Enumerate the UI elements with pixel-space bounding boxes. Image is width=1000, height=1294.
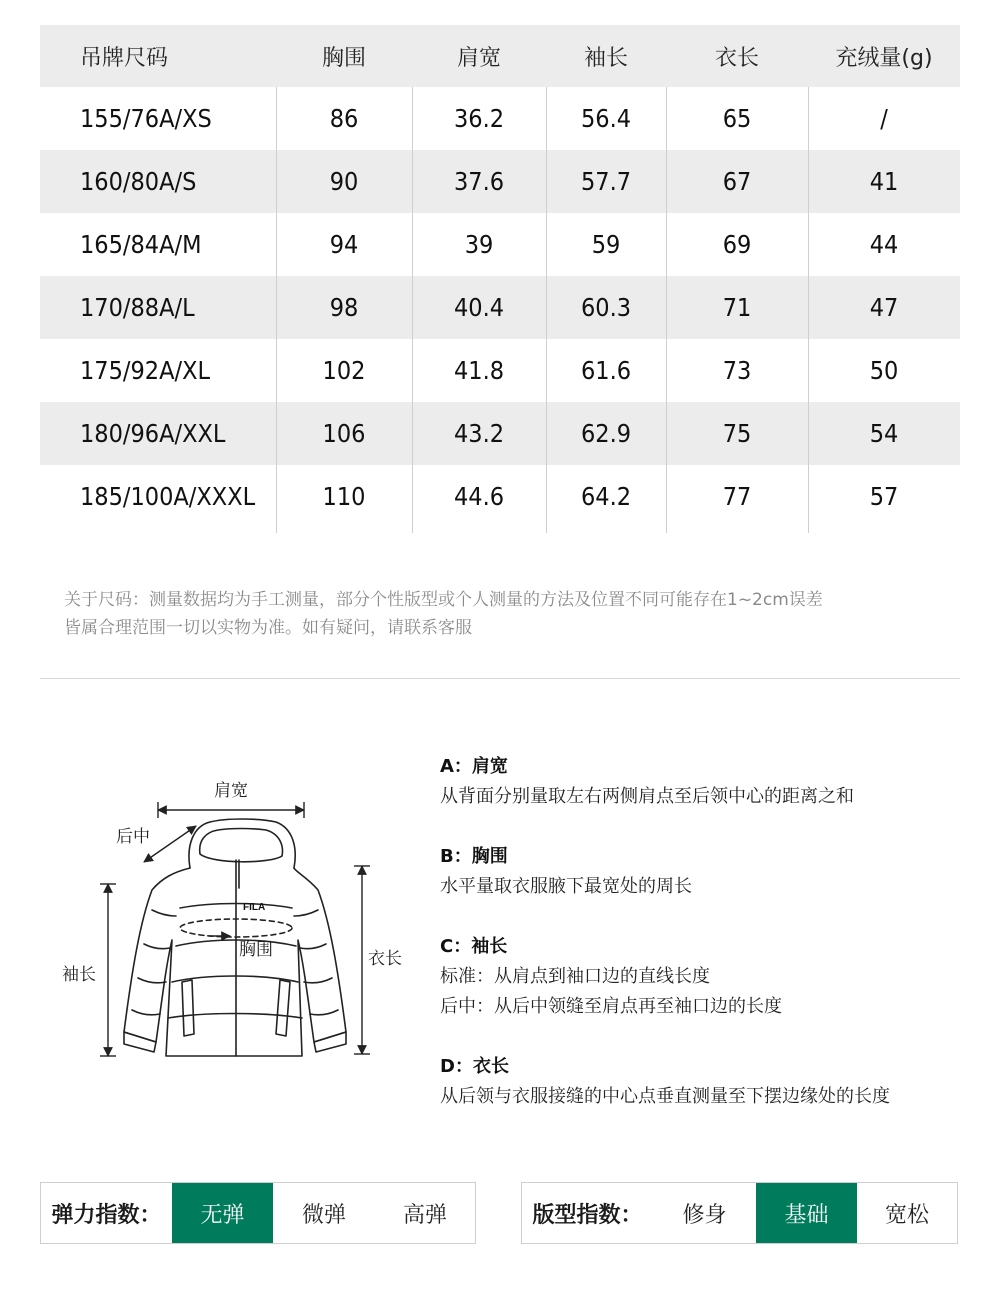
cell-sleeve: 59 bbox=[591, 230, 621, 259]
column-divider bbox=[546, 87, 547, 533]
size-table bbox=[40, 25, 960, 528]
size-note bbox=[64, 586, 964, 642]
cell-sleeve: 56.4 bbox=[580, 104, 632, 133]
definition-title: A：肩宽 bbox=[440, 756, 508, 777]
table-header-row bbox=[40, 25, 960, 87]
size-note-line1: 关于尺码：测量数据均为手工测量，部分个性版型或个人测量的方法及位置不同可能存在1~2cm误差 bbox=[64, 590, 823, 610]
header-tag-size: 吊牌尺码 bbox=[80, 45, 169, 71]
header-shoulder: 肩宽 bbox=[456, 45, 501, 71]
brand-logo: FILA bbox=[243, 902, 266, 913]
definition-title: C：袖长 bbox=[440, 936, 508, 957]
cell-shoulder: 37.6 bbox=[453, 167, 505, 196]
header-length: 衣长 bbox=[714, 45, 759, 71]
cell-down-fill: 44 bbox=[869, 230, 899, 259]
cell-down-fill: 57 bbox=[869, 482, 899, 511]
cell-size: 180/96A/XXL bbox=[80, 419, 226, 448]
measurement-definitions bbox=[440, 752, 980, 1142]
column-divider bbox=[808, 87, 809, 533]
cell-shoulder: 39 bbox=[464, 230, 494, 259]
definition-title: D：衣长 bbox=[440, 1056, 509, 1077]
label-sleeve: 袖长 bbox=[62, 965, 96, 985]
table-row bbox=[40, 339, 960, 402]
definition-text: 后中：从后中领缝至肩点再至袖口边的长度 bbox=[440, 996, 782, 1017]
header-chest: 胸围 bbox=[321, 45, 366, 71]
elasticity-option-slight[interactable]: 微弹 bbox=[301, 1202, 346, 1228]
label-chest: 胸围 bbox=[239, 940, 273, 960]
cell-length: 69 bbox=[722, 230, 752, 259]
elasticity-option-high[interactable]: 高弹 bbox=[402, 1202, 447, 1228]
cell-length: 71 bbox=[722, 293, 752, 322]
definition-text: 标准：从肩点到袖口边的直线长度 bbox=[440, 966, 710, 987]
jacket-measurement-diagram bbox=[40, 760, 430, 1080]
cell-chest: 94 bbox=[329, 230, 359, 259]
cell-sleeve: 57.7 bbox=[580, 167, 632, 196]
definition-sleeve bbox=[440, 932, 980, 1022]
header-sleeve: 袖长 bbox=[583, 45, 628, 71]
fit-title: 版型指数： bbox=[532, 1202, 643, 1228]
cell-sleeve: 64.2 bbox=[580, 482, 632, 511]
cell-shoulder: 40.4 bbox=[453, 293, 505, 322]
size-note-line2: 皆属合理范围一切以实物为准。如有疑问，请联系客服 bbox=[64, 618, 472, 638]
cell-size: 165/84A/M bbox=[80, 230, 202, 259]
definition-text: 从后领与衣服接缝的中心点垂直测量至下摆边缘处的长度 bbox=[440, 1086, 890, 1107]
cell-size: 155/76A/XS bbox=[80, 104, 212, 133]
column-divider bbox=[666, 87, 667, 533]
elasticity-title: 弹力指数： bbox=[51, 1202, 162, 1228]
definition-chest bbox=[440, 842, 980, 902]
table-row bbox=[40, 150, 960, 213]
table-row bbox=[40, 465, 960, 528]
cell-sleeve: 61.6 bbox=[580, 356, 632, 385]
cell-down-fill: 50 bbox=[869, 356, 899, 385]
label-shoulder: 肩宽 bbox=[214, 781, 248, 801]
jacket-illustration bbox=[40, 760, 430, 1080]
cell-length: 65 bbox=[722, 104, 752, 133]
table-row bbox=[40, 213, 960, 276]
label-length: 衣长 bbox=[368, 949, 402, 969]
cell-sleeve: 62.9 bbox=[580, 419, 632, 448]
table-row bbox=[40, 87, 960, 150]
cell-chest: 106 bbox=[322, 419, 366, 448]
column-divider bbox=[276, 87, 277, 533]
fit-option-loose[interactable]: 宽松 bbox=[884, 1202, 929, 1228]
elasticity-option-none[interactable]: 无弹 bbox=[172, 1183, 273, 1243]
definition-text: 水平量取衣服腋下最宽处的周长 bbox=[440, 876, 692, 897]
table-row bbox=[40, 276, 960, 339]
cell-size: 160/80A/S bbox=[80, 167, 197, 196]
cell-down-fill: / bbox=[880, 104, 888, 133]
header-down-fill: 充绒量(g) bbox=[835, 45, 933, 71]
cell-shoulder: 44.6 bbox=[453, 482, 505, 511]
fit-option-slim[interactable]: 修身 bbox=[682, 1202, 727, 1228]
definition-title: B：胸围 bbox=[440, 846, 508, 867]
fit-option-regular[interactable]: 基础 bbox=[756, 1183, 857, 1243]
definition-text: 从背面分别量取左右两侧肩点至后领中心的距离之和 bbox=[440, 786, 854, 807]
cell-length: 73 bbox=[722, 356, 752, 385]
fit-index bbox=[521, 1182, 958, 1244]
definition-shoulder bbox=[440, 752, 980, 812]
elasticity-index bbox=[40, 1182, 476, 1244]
definition-length bbox=[440, 1052, 980, 1112]
cell-down-fill: 54 bbox=[869, 419, 899, 448]
cell-size: 170/88A/L bbox=[80, 293, 195, 322]
cell-sleeve: 60.3 bbox=[580, 293, 632, 322]
cell-down-fill: 47 bbox=[869, 293, 899, 322]
cell-chest: 110 bbox=[322, 482, 366, 511]
cell-chest: 90 bbox=[329, 167, 359, 196]
cell-chest: 102 bbox=[322, 356, 366, 385]
cell-length: 77 bbox=[722, 482, 752, 511]
table-row bbox=[40, 402, 960, 465]
cell-down-fill: 41 bbox=[869, 167, 899, 196]
cell-shoulder: 41.8 bbox=[453, 356, 505, 385]
cell-chest: 98 bbox=[329, 293, 359, 322]
cell-length: 67 bbox=[722, 167, 752, 196]
column-divider bbox=[412, 87, 413, 533]
cell-size: 175/92A/XL bbox=[80, 356, 211, 385]
cell-chest: 86 bbox=[329, 104, 359, 133]
label-back-center: 后中 bbox=[116, 827, 150, 847]
section-divider bbox=[40, 678, 960, 679]
cell-length: 75 bbox=[722, 419, 752, 448]
cell-shoulder: 43.2 bbox=[453, 419, 505, 448]
cell-shoulder: 36.2 bbox=[453, 104, 505, 133]
cell-size: 185/100A/XXXL bbox=[80, 482, 256, 511]
